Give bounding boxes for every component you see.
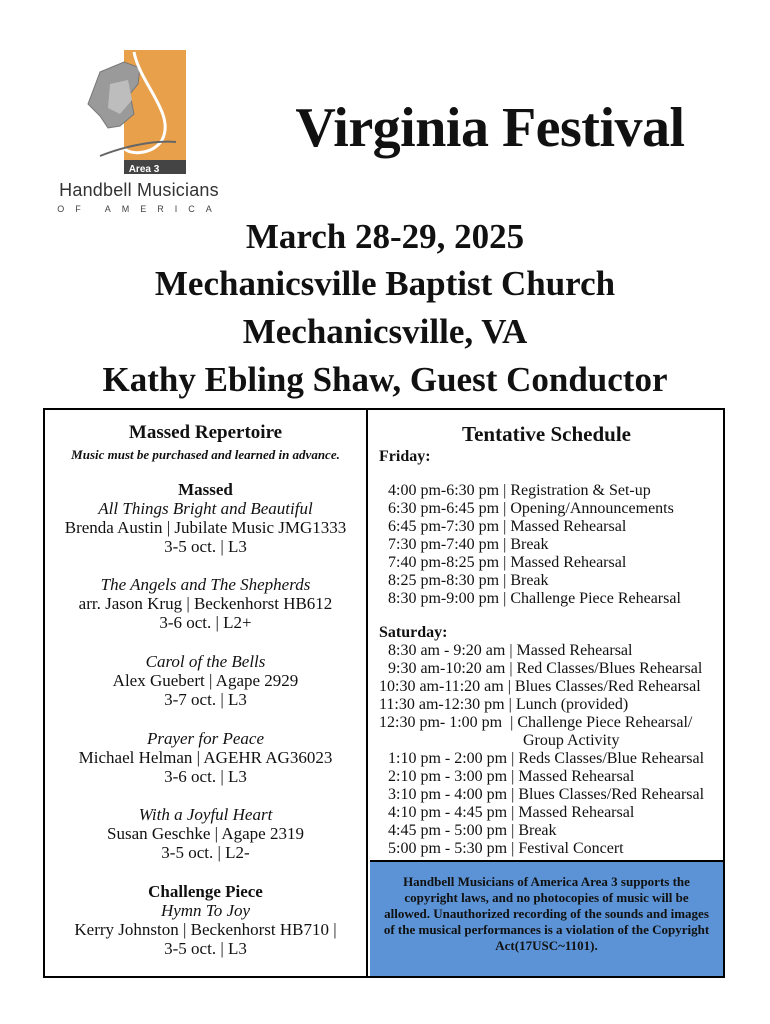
piece-title: Prayer for Peace [146, 729, 265, 748]
logo-name: Handbell Musicians [59, 180, 219, 200]
schedule-row: 4:10 pm - 4:45 pm | Massed Rehearsal [388, 804, 635, 821]
schedule-row: 4:45 pm - 5:00 pm | Break [388, 822, 557, 839]
friday-label: Friday: [379, 448, 431, 465]
schedule-title: Tentative Schedule [462, 422, 631, 446]
schedule-row: 2:10 pm - 3:00 pm | Massed Rehearsal [388, 768, 635, 785]
schedule-row: 7:40 pm-8:25 pm | Massed Rehearsal [388, 554, 627, 571]
repertoire-note: Music must be purchased and learned in advance. [71, 447, 340, 462]
piece-level: 3-5 oct. | L2- [161, 843, 250, 862]
schedule-row: 10:30 am-11:20 am | Blues Classes/Red Rehearsal [379, 678, 701, 695]
schedule-row-continuation: Group Activity [523, 732, 620, 749]
schedule-row: 6:30 pm-6:45 pm | Opening/Announcements [388, 500, 674, 517]
piece-6 [45, 882, 366, 958]
schedule-row: 7:30 pm-7:40 pm | Break [388, 536, 549, 553]
piece-level: 3-7 oct. | L3 [164, 690, 247, 709]
page-title: Virginia Festival [295, 97, 685, 159]
schedule-row: 11:30 am-12:30 pm | Lunch (provided) [379, 696, 629, 713]
piece-2 [45, 575, 366, 632]
piece-level: 3-5 oct. | L3 [164, 939, 247, 958]
piece-5 [45, 805, 366, 862]
schedule-row: 8:30 pm-9:00 pm | Challenge Piece Rehearsal [388, 590, 681, 607]
area-badge: Area 3 [128, 164, 160, 175]
hmoa-logo [44, 44, 234, 216]
piece-title: Carol of the Bells [145, 652, 266, 671]
piece-level: 3-6 oct. | L3 [164, 767, 247, 786]
repertoire-panel [45, 410, 368, 976]
piece-title: Hymn To Joy [160, 901, 251, 920]
section-heading: Challenge Piece [148, 882, 263, 901]
section-heading: Massed [178, 480, 233, 499]
logo-subtitle: OF AMERICA [57, 204, 223, 214]
piece-publisher: Alex Guebert | Agape 2929 [112, 671, 299, 690]
schedule-row: 4:00 pm-6:30 pm | Registration & Set-up [388, 482, 651, 499]
saturday-label: Saturday: [379, 624, 448, 641]
piece-level: 3-5 oct. | L3 [164, 537, 247, 556]
guest-conductor: Kathy Ebling Shaw, Guest Conductor [102, 360, 668, 399]
event-venue: Mechanicsville Baptist Church [154, 264, 616, 303]
schedule-row: 5:00 pm - 5:30 pm | Festival Concert [388, 840, 624, 857]
schedule-row: 6:45 pm-7:30 pm | Massed Rehearsal [388, 518, 627, 535]
piece-1 [45, 480, 366, 556]
event-city: Mechanicsville, VA [242, 312, 528, 351]
schedule-row: 12:30 pm- 1:00 pm | Challenge Piece Rehearsal/ [379, 714, 693, 731]
piece-title: With a Joyful Heart [138, 805, 273, 824]
piece-title: The Angels and The Shepherds [100, 575, 311, 594]
piece-3 [45, 652, 366, 709]
piece-publisher: Michael Helman | AGEHR AG36023 [78, 748, 333, 767]
schedule-row: 8:30 am - 9:20 am | Massed Rehearsal [388, 642, 633, 659]
piece-title: All Things Bright and Beautiful [98, 499, 313, 518]
handbell-logo-graphic [80, 44, 200, 174]
piece-level: 3-6 oct. | L2+ [159, 613, 252, 632]
event-date: March 28-29, 2025 [245, 217, 525, 256]
schedule-row: 3:10 pm - 4:00 pm | Blues Classes/Red Rehearsal [388, 786, 705, 803]
details-frame [43, 408, 725, 978]
piece-publisher: Kerry Johnston | Beckenhorst HB710 | [74, 920, 337, 939]
repertoire-title: Massed Repertoire [128, 422, 283, 443]
schedule-row: 9:30 am-10:20 am | Red Classes/Blues Rehearsal [388, 660, 703, 677]
piece-4 [45, 729, 366, 786]
piece-publisher: Brenda Austin | Jubilate Music JMG1333 [64, 518, 347, 537]
schedule-row: 1:10 pm - 2:00 pm | Reds Classes/Blue Rehearsal [388, 750, 705, 767]
piece-publisher: arr. Jason Krug | Beckenhorst HB612 [78, 594, 333, 613]
copyright-notice: Handbell Musicians of America Area 3 supports the copyright laws, and no photocopies of music will be allowed. Unauthorized recording of the sounds and images of the musical performances is a violation of the Copyright Act(17USC~1101). [370, 860, 723, 976]
piece-publisher: Susan Geschke | Agape 2319 [107, 824, 304, 843]
schedule-row: 8:25 pm-8:30 pm | Break [388, 572, 549, 589]
